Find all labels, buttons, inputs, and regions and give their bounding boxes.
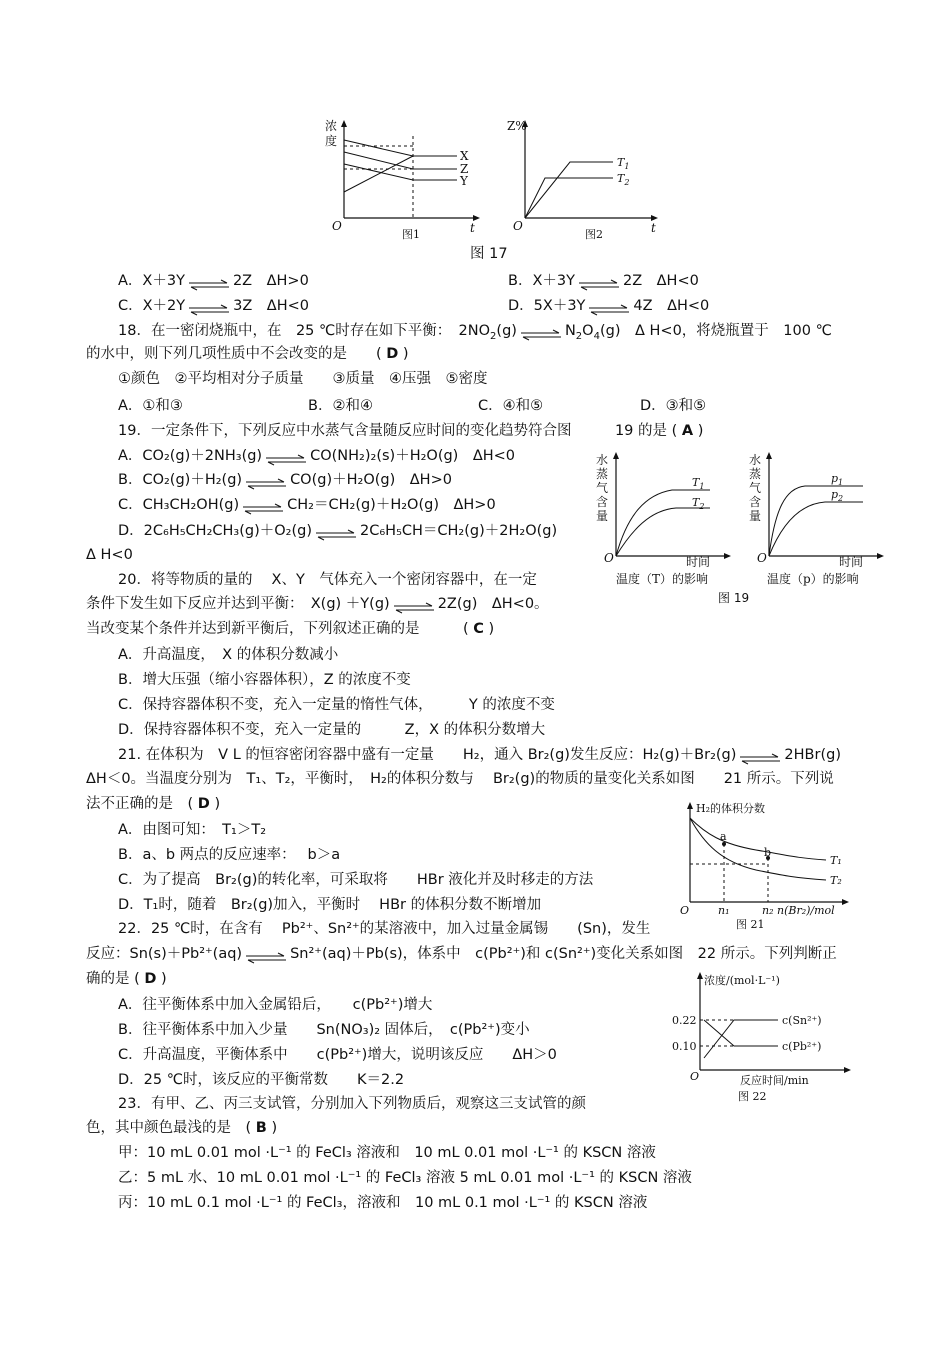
- fig1-origin: O: [332, 219, 342, 233]
- q19-option-a: A．CO₂(g)＋2NH₃(g) CO(NH₂)₂(s)＋H₂O(g) ΔH<0: [118, 448, 516, 464]
- q20-option-c: C．保持容器体积不变，充入一定量的惰性气体， Y 的浓度不变: [118, 697, 555, 713]
- q19-answer: A: [681, 423, 694, 439]
- fig22-title: 浓度/(mol·L⁻¹): [704, 974, 780, 987]
- fig19r-ylabel-3: 含: [749, 495, 762, 509]
- fig1-series-x: X: [460, 149, 469, 163]
- fig19r-ylabel-2: 气: [749, 481, 762, 495]
- q19-stem: 19．一定条件下，下列反应中水蒸气含量随反应时间的变化趋势符合图 19 的是 ( A ): [118, 423, 704, 439]
- fig19l-t2-sub: 2: [699, 502, 705, 511]
- fig2-origin: O: [513, 219, 523, 233]
- fig21-t1: T₁: [830, 854, 842, 867]
- q23-tube-yi: 乙：5 mL 水、10 mL 0.01 mol ·L⁻¹ 的 FeCl₃ 溶液 5 mL 0.01 mol ·L⁻¹ 的 KSCN 溶液: [118, 1170, 692, 1186]
- figure-19-caption: 图 19: [718, 591, 750, 605]
- fig21-title: H₂的体积分数: [696, 802, 766, 815]
- q18-option-c: C．④和⑤: [478, 398, 544, 414]
- q20-option-a: A．升高温度， X 的体积分数减小: [118, 647, 339, 663]
- fig1-series-z: Z: [460, 162, 469, 176]
- equilibrium-arrow-icon: [244, 949, 288, 959]
- fig2-ylabel: Z%: [507, 119, 527, 133]
- q23-tube-jia: 甲：10 mL 0.01 mol ·L⁻¹ 的 FeCl₃ 溶液和 10 mL 0.01 mol ·L⁻¹ 的 KSCN 溶液: [118, 1145, 656, 1161]
- q20-stem-line3: 当改变某个条件并达到新平衡后，下列叙述正确的是 ( C ): [86, 621, 495, 637]
- equilibrium-arrow-icon: [738, 750, 782, 760]
- fig19l-t1-sub: 1: [699, 482, 705, 491]
- figure-17-fig1: [322, 118, 482, 241]
- q22-stem-line2: 反应：Sn(s)＋Pb²⁺(aq) Sn²⁺(aq)＋Pb(s)，体系中 c(Pb²⁺)和 c(Sn²⁺)变化关系如图 22 所示。下列判断正: [86, 946, 837, 962]
- fig2-t2: T: [617, 172, 625, 185]
- equilibrium-arrow-icon: [187, 301, 231, 311]
- q20-stem-line2: 条件下发生如下反应并达到平衡： X(g) ＋Y(g) 2Z(g) ΔH<0。: [86, 596, 549, 612]
- figure-17-caption: 图 17: [470, 246, 508, 262]
- q22-answer: D: [144, 971, 157, 987]
- fig19r-p2: p: [831, 488, 839, 501]
- q22-option-d: D．25 ℃时，该反应的平衡常数 K＝2.2: [118, 1072, 405, 1088]
- q21-stem-line2: ΔH＜0。当温度分别为 T₁、T₂，平衡时， H₂的体积分数与 Br₂(g)的物质的量变化关系如图 21 所示。下列说: [86, 771, 834, 787]
- equilibrium-arrow-icon: [244, 475, 288, 485]
- fig22-y1: 0.22: [672, 1014, 697, 1027]
- q18-stem-line2: 的水中，则下列几项性质中不会改变的是 ( D ): [86, 346, 409, 362]
- fig19l-ylabel-4: 量: [596, 509, 609, 523]
- fig2-t1: T: [617, 156, 625, 169]
- fig2-caption: 图2: [585, 228, 603, 241]
- q18-option-a: A．①和③: [118, 398, 183, 414]
- fig19r-ylabel-4: 量: [749, 509, 762, 523]
- fig21-origin: O: [680, 904, 690, 917]
- fig19r-p1-sub: 1: [838, 478, 844, 487]
- q17-option-c: C．X＋2Y 3Z ΔH<0: [118, 298, 309, 314]
- q18-answer: D: [386, 346, 399, 362]
- q20-option-b: B．增大压强（缩小容器体积），Z 的浓度不变: [118, 672, 411, 688]
- fig19r-p1: p: [831, 472, 839, 485]
- fig19l-ylabel-2: 气: [596, 481, 609, 495]
- figure-19-left: [592, 450, 742, 585]
- svg-text:p2: [831, 488, 843, 503]
- q22-stem-line1: 22．25 ℃时，在含有 Pb²⁺、Sn²⁺的某溶液中，加入过量金属锡 (Sn)，发生: [118, 921, 651, 937]
- fig21-caption: 图 21: [736, 918, 765, 931]
- q19-option-d: D．2C₆H₅CH₂CH₃(g)＋O₂(g) 2C₆H₅CH＝CH₂(g)＋2H₂O(g): [118, 523, 558, 539]
- equilibrium-arrow-icon: [264, 451, 308, 461]
- svg-text:T1: [692, 476, 704, 491]
- fig19l-subcaption: 温度（T）的影响: [616, 572, 709, 586]
- fig19l-t1: T: [692, 476, 700, 489]
- fig2-t1-sub: 1: [624, 162, 630, 171]
- q17-option-d: D．5X＋3Y 4Z ΔH<0: [508, 298, 710, 314]
- equilibrium-arrow-icon: [187, 276, 231, 286]
- fig21-point-b: b: [764, 846, 772, 859]
- svg-text:p1: [831, 472, 843, 487]
- fig1-caption: 图1: [402, 228, 420, 241]
- fig19r-p2-sub: 2: [838, 494, 844, 503]
- q21-option-c: C．为了提高 Br₂(g)的转化率，可采取将 HBr 液化并及时移走的方法: [118, 872, 594, 888]
- figure-21: [676, 800, 856, 930]
- q22-option-a: A．往平衡体系中加入金属铅后， c(Pb²⁺)增大: [118, 997, 433, 1013]
- fig19l-ylabel-0: 水: [596, 453, 609, 467]
- svg-text:T2: [692, 496, 704, 511]
- fig21-n1: n₁: [718, 904, 730, 917]
- q19-option-b: B．CO₂(g)＋H₂(g) CO(g)＋H₂O(g) ΔH>0: [118, 472, 452, 488]
- fig22-sn: c(Sn²⁺): [782, 1014, 822, 1027]
- q22-stem-line3: 确的是 ( D ): [86, 971, 167, 987]
- fig22-caption: 图 22: [738, 1090, 767, 1103]
- fig19l-ylabel-1: 蒸: [596, 467, 609, 481]
- q20-option-d: D．保持容器体积不变，充入一定量的 Z，X 的体积分数增大: [118, 722, 546, 738]
- fig1-xlabel: t: [470, 221, 475, 235]
- fig19l-ylabel-3: 含: [596, 495, 609, 509]
- fig21-xlabel: n₂ n(Br₂)/mol: [762, 904, 835, 917]
- fig19r-subcaption: 温度（p）的影响: [767, 572, 859, 586]
- equilibrium-arrow-icon: [577, 276, 621, 286]
- fig2-t2-sub: 2: [624, 178, 630, 187]
- fig19l-t2: T: [692, 496, 700, 509]
- q21-stem-line1: 21. 在体积为 V L 的恒容密闭容器中盛有一定量 H₂，通入 Br₂(g)发生反应：H₂(g)＋Br₂(g) 2HBr(g): [118, 747, 841, 763]
- q19-option-c: C．CH₃CH₂OH(g) CH₂＝CH₂(g)＋H₂O(g) ΔH>0: [118, 497, 496, 513]
- fig19r-ylabel-1: 蒸: [749, 467, 762, 481]
- q20-answer: C: [473, 621, 484, 637]
- q22-option-c: C．升高温度，平衡体系中 c(Pb²⁺)增大，说明该反应 ΔH＞0: [118, 1047, 557, 1063]
- q19-option-d-tail: Δ H<0: [86, 547, 133, 563]
- fig2-xlabel: t: [651, 221, 656, 235]
- q17-option-b: B．X＋3Y 2Z ΔH<0: [508, 273, 699, 289]
- fig21-xlabel-text: n(Br₂)/mol: [777, 904, 835, 917]
- fig22-origin: O: [690, 1070, 700, 1083]
- q18-option-d: D．③和⑤: [640, 398, 707, 414]
- q21-option-b: B．a、b 两点的反应速率： b＞a: [118, 847, 341, 863]
- svg-text:T1: [617, 156, 629, 171]
- fig21-t2: T₂: [830, 874, 842, 887]
- equilibrium-arrow-icon: [241, 500, 285, 510]
- figure-17-fig2: [505, 118, 665, 241]
- q20-stem-line1: 20．将等物质的量的 X、Y 气体充入一个密闭容器中，在一定: [118, 572, 537, 588]
- q23-tube-bing: 丙：10 mL 0.1 mol ·L⁻¹ 的 FeCl₃，溶液和 10 mL 0.1 mol ·L⁻¹ 的 KSCN 溶液: [118, 1195, 648, 1211]
- fig19l-xlabel: 时间: [686, 555, 711, 569]
- figure-19-right: [745, 450, 895, 585]
- q23-answer: B: [255, 1120, 267, 1136]
- fig19r-xlabel: 时间: [839, 555, 864, 569]
- q22-option-b: B．往平衡体系中加入少量 Sn(NO₃)₂ 固体后， c(Pb²⁺)变小: [118, 1022, 530, 1038]
- fig19l-origin: O: [604, 551, 614, 565]
- q23-stem-line1: 23．有甲、乙、丙三支试管，分别加入下列物质后，观察这三支试管的颜: [118, 1096, 586, 1112]
- q18-stem-line1: 18．在一密闭烧瓶中，在 25 ℃时存在如下平衡： $2NO_2(g)$ $N_2O_4(g)$ Δ H<0，将烧瓶置于 100 ℃: [118, 323, 832, 342]
- q21-option-d: D．T₁时，随着 Br₂(g)加入，平衡时 HBr 的体积分数不断增加: [118, 897, 542, 913]
- fig22-y2: 0.10: [672, 1040, 697, 1053]
- fig19r-ylabel-0: 水: [749, 453, 762, 467]
- q23-stem-line2: 色，其中颜色最浅的是 ( B ): [86, 1120, 278, 1136]
- fig1-ylabel: 度: [325, 134, 338, 148]
- equilibrium-arrow-icon: [392, 599, 436, 609]
- fig19r-origin: O: [757, 551, 767, 565]
- fig22-xlabel: 反应时间/min: [740, 1074, 809, 1087]
- equilibrium-arrow-icon: [587, 301, 631, 311]
- equilibrium-arrow-icon: [519, 326, 563, 336]
- svg-text:T2: [617, 172, 629, 187]
- fig1-series-y: Y: [460, 174, 468, 188]
- q21-option-a: A．由图可知： T₁＞T₂: [118, 822, 267, 838]
- figure-22: [668, 970, 858, 1105]
- q18-items: ①颜色 ②平均相对分子质量 ③质量 ④压强 ⑤密度: [118, 371, 488, 387]
- fig21-point-a: a: [720, 830, 727, 843]
- equilibrium-arrow-icon: [314, 526, 358, 536]
- q21-answer: D: [197, 796, 210, 812]
- fig1-ylabel: 浓: [325, 119, 338, 133]
- q18-option-b: B．②和④: [308, 398, 373, 414]
- q21-stem-line3: 法不正确的是 ( D ): [86, 796, 221, 812]
- q17-option-a: A．X＋3Y 2Z ΔH>0: [118, 273, 309, 289]
- fig22-pb: c(Pb²⁺): [782, 1040, 822, 1053]
